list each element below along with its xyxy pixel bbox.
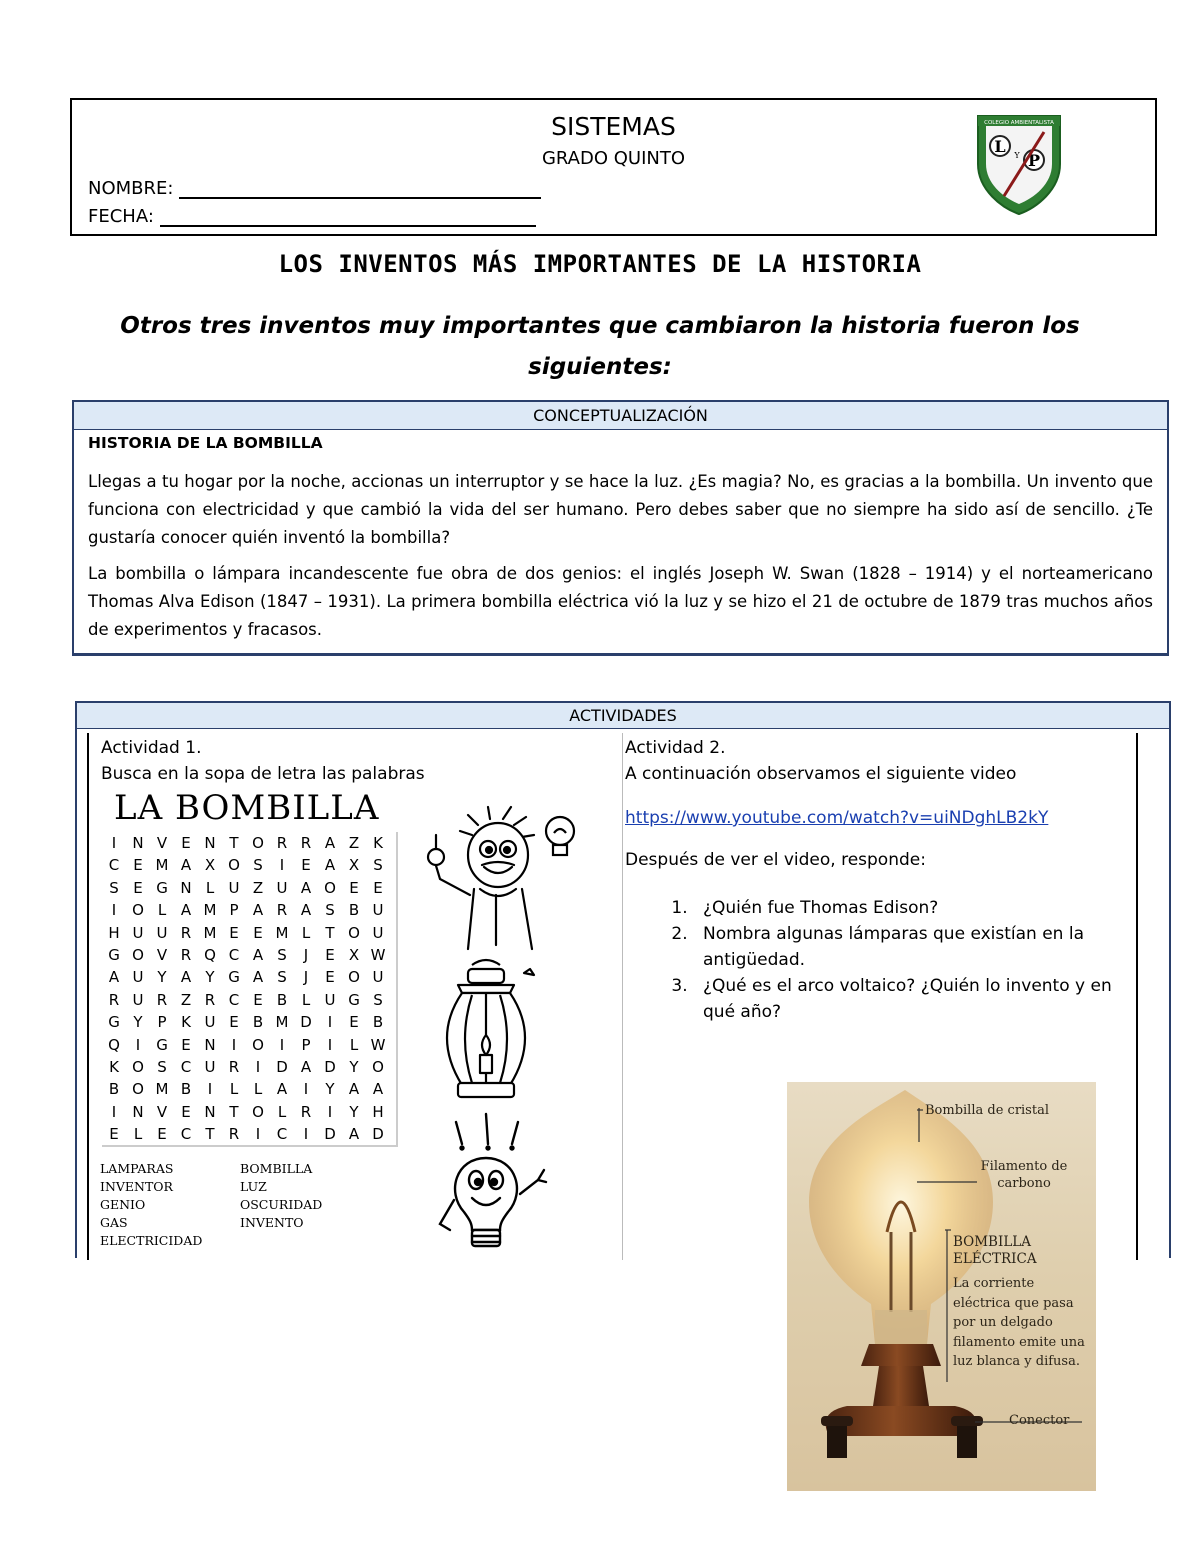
photo-label-bulb-desc: La corriente eléctrica que pasa por un delgado filamento emite una luz blanca y difusa. [953, 1276, 1085, 1369]
wordsearch-cell[interactable]: T [205, 1125, 215, 1144]
wordsearch-cell[interactable]: K [181, 1013, 191, 1032]
wordsearch-cell[interactable]: M [203, 923, 217, 942]
wordsearch-cell[interactable]: I [207, 1080, 213, 1099]
wordsearch-cell[interactable]: B [372, 1013, 384, 1032]
wordsearch-cell[interactable]: Z [180, 990, 192, 1009]
wordsearch-row [102, 1056, 396, 1078]
wordsearch-cell[interactable]: I [111, 834, 117, 852]
concept-section [72, 400, 1169, 656]
edison-bulb-photo [787, 1082, 1096, 1491]
wordsearch-cell[interactable]: S [277, 968, 287, 987]
wordsearch-cell[interactable]: H [108, 923, 120, 942]
name-label: NOMBRE: [88, 178, 174, 199]
wordsearch-cell[interactable]: M [275, 923, 289, 942]
wordsearch-cell[interactable]: R [300, 1102, 312, 1121]
subject-title: SISTEMAS [551, 112, 676, 141]
wordsearch-cell[interactable]: N [180, 878, 192, 897]
wordsearch-cell[interactable]: A [180, 856, 192, 875]
wordsearch-cell[interactable]: L [229, 1080, 239, 1099]
wordsearch-cell[interactable]: O [228, 856, 240, 875]
wordsearch-cell[interactable]: N [204, 834, 216, 852]
wordsearch-cell[interactable]: A [276, 1080, 288, 1099]
wordsearch-word-list [100, 1160, 400, 1250]
wordsearch-row [102, 1123, 396, 1145]
video-link[interactable]: https://www.youtube.com/watch?v=uiNDghLB2kY [625, 808, 1049, 828]
activity-2-prompt: Después de ver el video, responde: [625, 850, 926, 870]
wordsearch-cell[interactable]: E [373, 878, 383, 897]
wordsearch-cell[interactable]: V [156, 1102, 168, 1121]
wordsearch-cell[interactable]: E [349, 1013, 359, 1032]
wordsearch-cell[interactable]: B [348, 901, 360, 920]
wordsearch-cell[interactable]: R [300, 834, 312, 852]
wordsearch-cell[interactable]: U [372, 901, 384, 920]
word-item: LUZ [240, 1179, 267, 1194]
date-label: FECHA: [88, 206, 154, 227]
svg-text:Y: Y [1014, 151, 1020, 160]
wordsearch-row [102, 899, 396, 921]
wordsearch-cell[interactable]: O [252, 834, 264, 852]
wordsearch-cell[interactable]: I [255, 1125, 261, 1144]
wordsearch-cell[interactable]: E [181, 1035, 191, 1054]
wordsearch-cell[interactable]: R [228, 1057, 240, 1076]
wordsearch-cell[interactable]: O [132, 1057, 144, 1076]
wordsearch-cell[interactable]: W [370, 945, 386, 964]
wordsearch-cell[interactable]: O [252, 1102, 264, 1121]
wordsearch-cell[interactable]: L [349, 1035, 359, 1054]
wordsearch-cell[interactable]: K [373, 834, 383, 852]
wordsearch-cell[interactable]: E [325, 945, 335, 964]
wordsearch-cell[interactable]: S [373, 990, 383, 1009]
wordsearch-cell[interactable]: B [276, 990, 288, 1009]
wordsearch-cell[interactable]: B [180, 1080, 192, 1099]
wordsearch-cell[interactable]: E [253, 923, 263, 942]
wordsearch-cell[interactable]: A [324, 834, 336, 852]
concept-paragraph-2: La bombilla o lámpara incandescente fue obra de dos genios: el inglés Joseph W. Swan (1828 – 1914) y el norteamericano Thomas Alva Edison (1847 – 1931). La primera bombilla eléctrica vió la luz y se hizo el 21 de octubre de 1879 tras muchos años de experimentos y fracasos. [88, 564, 1153, 639]
word-item: GAS [100, 1215, 128, 1230]
wordsearch-cell[interactable]: E [109, 1125, 119, 1144]
wordsearch-cell[interactable]: X [348, 856, 360, 875]
wordsearch-cell[interactable]: L [157, 901, 167, 920]
wordsearch-cell[interactable]: O [132, 1080, 144, 1099]
svg-text:P: P [1027, 151, 1041, 170]
wordsearch-cell[interactable]: W [370, 1035, 386, 1054]
wordsearch-cell[interactable]: Z [252, 878, 264, 897]
wordsearch-row [102, 989, 396, 1011]
wordsearch-cell[interactable]: C [180, 1057, 192, 1076]
wordsearch-row [102, 1078, 396, 1100]
wordsearch-cell[interactable]: I [279, 856, 285, 875]
wordsearch-cell[interactable]: R [156, 990, 168, 1009]
wordsearch-row [102, 1101, 396, 1123]
wordsearch-cell[interactable]: E [181, 1102, 191, 1121]
wordsearch-cell[interactable]: T [229, 834, 239, 852]
wordsearch-cell[interactable]: M [275, 1013, 289, 1032]
wordsearch-cell[interactable]: D [324, 1125, 336, 1144]
wordsearch-cell[interactable]: I [327, 1102, 333, 1121]
wordsearch-cell[interactable]: H [372, 1102, 384, 1121]
wordsearch-cell[interactable]: N [132, 1102, 144, 1121]
wordsearch-cell[interactable]: D [276, 1057, 288, 1076]
wordsearch-cell[interactable]: A [252, 945, 264, 964]
wordsearch-row [102, 1034, 396, 1056]
wordsearch-cell[interactable]: R [108, 990, 120, 1009]
wordsearch-cell[interactable]: B [108, 1080, 120, 1099]
wordsearch-cell[interactable]: I [279, 1035, 285, 1054]
wordsearch-cell[interactable]: A [348, 1080, 360, 1099]
wordsearch-cell[interactable]: A [300, 878, 312, 897]
wordsearch-cell[interactable]: P [301, 1035, 311, 1054]
wordsearch-cell[interactable]: A [324, 856, 336, 875]
wordsearch-cell[interactable]: A [252, 901, 264, 920]
wordsearch-cell[interactable]: X [204, 856, 216, 875]
wordsearch-cell[interactable]: O [132, 945, 144, 964]
wordsearch-cell[interactable]: K [109, 1057, 119, 1076]
wordsearch-cell[interactable]: N [204, 1102, 216, 1121]
wordsearch-cell[interactable]: A [300, 901, 312, 920]
wordsearch-cell[interactable]: U [204, 1013, 216, 1032]
wordsearch-row [102, 877, 396, 899]
wordsearch-cell[interactable]: T [229, 1102, 239, 1121]
wordsearch-cell[interactable]: U [132, 923, 144, 942]
activity-1-title: Actividad 1. [101, 738, 202, 758]
wordsearch-cell[interactable]: I [111, 1102, 117, 1121]
wordsearch-cell[interactable]: E [133, 878, 143, 897]
wordsearch-cell[interactable]: L [301, 990, 311, 1009]
word-item: LAMPARAS [100, 1161, 174, 1176]
wordsearch-cell[interactable]: I [303, 1080, 309, 1099]
question-item: 2. Nombra algunas lámparas que existían en la antigüedad. [693, 921, 1130, 973]
activity-2-column [625, 735, 1130, 1025]
wordsearch-cell[interactable]: V [156, 945, 168, 964]
concept-heading: HISTORIA DE LA BOMBILLA [88, 434, 323, 452]
word-item: GENIO [100, 1197, 146, 1212]
wordsearch-row [102, 966, 396, 988]
wordsearch-cell[interactable]: V [156, 834, 168, 852]
wordsearch-cell[interactable]: B [252, 1013, 264, 1032]
wordsearch-cell[interactable]: Y [133, 1013, 143, 1032]
wordsearch-row [102, 832, 396, 854]
question-item: 3. ¿Qué es el arco voltaico? ¿Quién lo invento y en qué año? [693, 973, 1130, 1025]
wordsearch-cell[interactable]: U [132, 968, 144, 987]
wordsearch-cell[interactable]: G [108, 945, 120, 964]
wordsearch-cell[interactable]: E [229, 1013, 239, 1032]
wordsearch-cell[interactable]: A [348, 1125, 360, 1144]
word-item: ELECTRICIDAD [100, 1233, 203, 1248]
wordsearch-cell[interactable]: I [135, 1035, 141, 1054]
wordsearch-cell[interactable]: Q [204, 945, 216, 964]
svg-text:COLEGIO AMBIENTALISTA: COLEGIO AMBIENTALISTA [984, 120, 1054, 126]
activity-1-instruction: Busca en la sopa de letra las palabras [101, 764, 425, 784]
wordsearch-cell[interactable]: G [156, 1035, 168, 1054]
wordsearch-cell[interactable]: O [372, 1057, 384, 1076]
wordsearch-cell[interactable]: L [277, 1102, 287, 1121]
wordsearch-cell[interactable]: P [157, 1013, 167, 1032]
wordsearch-cell[interactable]: M [155, 856, 169, 875]
concept-paragraph-1: Llegas a tu hogar por la noche, accionas un interruptor y se hace la luz. ¿Es magia? No, es gracias a la bombilla. Un invento que funciona con electricidad y que cambió la vida del ser humano. Pero debes saber que no siempre ha sido así de sencillo. ¿Te gustaría conocer quién inventó la bombilla? [88, 472, 1153, 547]
wordsearch-cell[interactable]: I [303, 1125, 309, 1144]
wordsearch-cell[interactable]: S [277, 945, 287, 964]
wordsearch-cell[interactable]: J [303, 968, 309, 987]
word-item: INVENTOR [100, 1179, 173, 1194]
wordsearch-cell[interactable]: D [300, 1013, 312, 1032]
wordsearch-cell[interactable]: I [111, 901, 117, 920]
concept-section-header: CONCEPTUALIZACIÓN [74, 402, 1167, 430]
wordsearch-cell[interactable]: C [276, 1125, 288, 1144]
wordsearch-cell[interactable]: R [228, 1125, 240, 1144]
wordsearch-cell[interactable]: C [228, 945, 240, 964]
wordsearch-cell[interactable]: P [229, 901, 239, 920]
wordsearch-cell[interactable]: S [157, 1057, 167, 1076]
wordsearch-cell[interactable]: M [155, 1080, 169, 1099]
wordsearch-grid [102, 832, 398, 1147]
wordsearch-cell[interactable]: T [325, 923, 335, 942]
wordsearch-cell[interactable]: O [348, 923, 360, 942]
word-item: INVENTO [240, 1215, 304, 1230]
wordsearch-cell[interactable]: Y [349, 1057, 359, 1076]
wordsearch-cell[interactable]: L [205, 878, 215, 897]
wordsearch-cell[interactable]: A [372, 1080, 384, 1099]
wordsearch-cell[interactable]: E [325, 968, 335, 987]
column-divider [622, 733, 623, 1260]
wordsearch-cell[interactable]: R [180, 923, 192, 942]
wordsearch-cell[interactable]: U [204, 1057, 216, 1076]
wordsearch-cell[interactable]: U [132, 990, 144, 1009]
wordsearch-cell[interactable]: S [109, 878, 119, 897]
word-item: BOMBILLA [240, 1161, 313, 1176]
school-logo-icon [974, 112, 1064, 216]
wordsearch-cell[interactable]: U [228, 878, 240, 897]
wordsearch-cell[interactable]: O [324, 878, 336, 897]
name-line[interactable] [179, 181, 541, 199]
header-box [70, 98, 1157, 236]
wordsearch-cell[interactable]: R [276, 834, 288, 852]
date-line[interactable] [160, 209, 536, 227]
wordsearch-cell[interactable]: D [372, 1125, 384, 1144]
wordsearch-cell[interactable]: C [180, 1125, 192, 1144]
activities-section-header: ACTIVIDADES [77, 703, 1169, 729]
wordsearch-cell[interactable]: G [156, 878, 168, 897]
wordsearch-cell[interactable]: L [253, 1080, 263, 1099]
photo-label-bulb-title: BOMBILLA ELÉCTRICA [953, 1234, 1037, 1267]
wordsearch-cell[interactable]: O [348, 968, 360, 987]
happy-bulb-icon [428, 1112, 558, 1252]
wordsearch-cell[interactable]: S [373, 856, 383, 875]
wordsearch-cell[interactable]: Q [108, 1035, 120, 1054]
wordsearch-cell[interactable]: N [132, 834, 144, 852]
wordsearch-cell[interactable]: N [204, 1035, 216, 1054]
wordsearch-cell[interactable]: E [157, 1125, 167, 1144]
wordsearch-cell[interactable]: D [324, 1057, 336, 1076]
wordsearch-cell[interactable]: I [231, 1035, 237, 1054]
wordsearch-cell[interactable]: O [252, 1035, 264, 1054]
wordsearch-cell[interactable]: G [108, 1013, 120, 1032]
wordsearch-cell[interactable]: Y [205, 968, 215, 987]
date-field[interactable] [88, 206, 536, 227]
question-list [693, 895, 1130, 1025]
photo-label-connector: Conector [1009, 1413, 1070, 1428]
wordsearch-cell[interactable]: Y [157, 968, 167, 987]
photo-label-filament: Filamento de carbono [980, 1159, 1068, 1191]
wordsearch-cell[interactable]: C [108, 856, 120, 875]
wordsearch-cell[interactable]: R [276, 901, 288, 920]
wordsearch-cell[interactable]: U [276, 878, 288, 897]
wordsearch-row [102, 944, 396, 966]
wordsearch-cell[interactable]: C [228, 990, 240, 1009]
wordsearch-row [102, 922, 396, 944]
wordsearch-cell[interactable]: A [108, 968, 120, 987]
oil-lantern-icon [428, 955, 558, 1105]
page-subtitle: Otros tres inventos muy importantes que cambiaron la historia fueron los siguientes: [120, 313, 1080, 380]
wordsearch-cell[interactable]: R [180, 945, 192, 964]
page-title: LOS INVENTOS MÁS IMPORTANTES DE LA HISTORIA [278, 250, 922, 278]
wordsearch-cell[interactable]: Y [325, 1080, 335, 1099]
word-item: OSCURIDAD [240, 1197, 323, 1212]
wordsearch-cell[interactable]: R [204, 990, 216, 1009]
wordsearch-cell[interactable]: U [372, 923, 384, 942]
wordsearch-cell[interactable]: A [180, 968, 192, 987]
wordsearch-row [102, 1011, 396, 1033]
wordsearch-title: LA BOMBILLA [114, 788, 380, 828]
name-field[interactable] [88, 178, 541, 199]
wordsearch-cell[interactable]: U [324, 990, 336, 1009]
wordsearch-cell[interactable]: Z [348, 834, 360, 852]
wordsearch-cell[interactable]: I [255, 1057, 261, 1076]
wordsearch-cell[interactable]: E [181, 834, 191, 852]
wordsearch-cell[interactable]: E [253, 990, 263, 1009]
wordsearch-cell[interactable]: I [327, 1013, 333, 1032]
wordsearch-cell[interactable]: S [325, 901, 335, 920]
wordsearch-cell[interactable]: U [156, 923, 168, 942]
activity-1-column [101, 735, 611, 787]
svg-text:L: L [994, 137, 1006, 156]
wordsearch-cell[interactable]: G [228, 968, 240, 987]
wordsearch-cell[interactable]: J [303, 945, 309, 964]
wordsearch-cell[interactable]: E [133, 856, 143, 875]
wordsearch-cell[interactable]: A [300, 1057, 312, 1076]
wordsearch-cell[interactable]: L [301, 923, 311, 942]
wordsearch-cell[interactable]: M [203, 901, 217, 920]
wordsearch-cell[interactable]: S [253, 856, 263, 875]
wordsearch-cell[interactable]: E [229, 923, 239, 942]
wordsearch-cell[interactable]: A [180, 901, 192, 920]
wordsearch-cell[interactable]: E [301, 856, 311, 875]
wordsearch-cell[interactable]: G [348, 990, 360, 1009]
wordsearch-cell[interactable]: E [349, 878, 359, 897]
question-item: 1. ¿Quién fue Thomas Edison? [693, 895, 1130, 921]
photo-label-glass: Bombilla de cristal [925, 1103, 1049, 1118]
wordsearch-cell[interactable]: U [372, 968, 384, 987]
activity-2-title: Actividad 2. [625, 738, 726, 758]
inventor-cartoon-icon [418, 805, 588, 955]
wordsearch-cell[interactable]: O [132, 901, 144, 920]
wordsearch-cell[interactable]: X [348, 945, 360, 964]
wordsearch-row [102, 854, 396, 876]
wordsearch-cell[interactable]: I [327, 1035, 333, 1054]
wordsearch-cell[interactable]: Y [349, 1102, 359, 1121]
grade-label: GRADO QUINTO [541, 148, 686, 169]
wordsearch-cell[interactable]: L [133, 1125, 143, 1144]
wordsearch-cell[interactable]: A [252, 968, 264, 987]
activity-2-instruction: A continuación observamos el siguiente video [625, 764, 1017, 784]
